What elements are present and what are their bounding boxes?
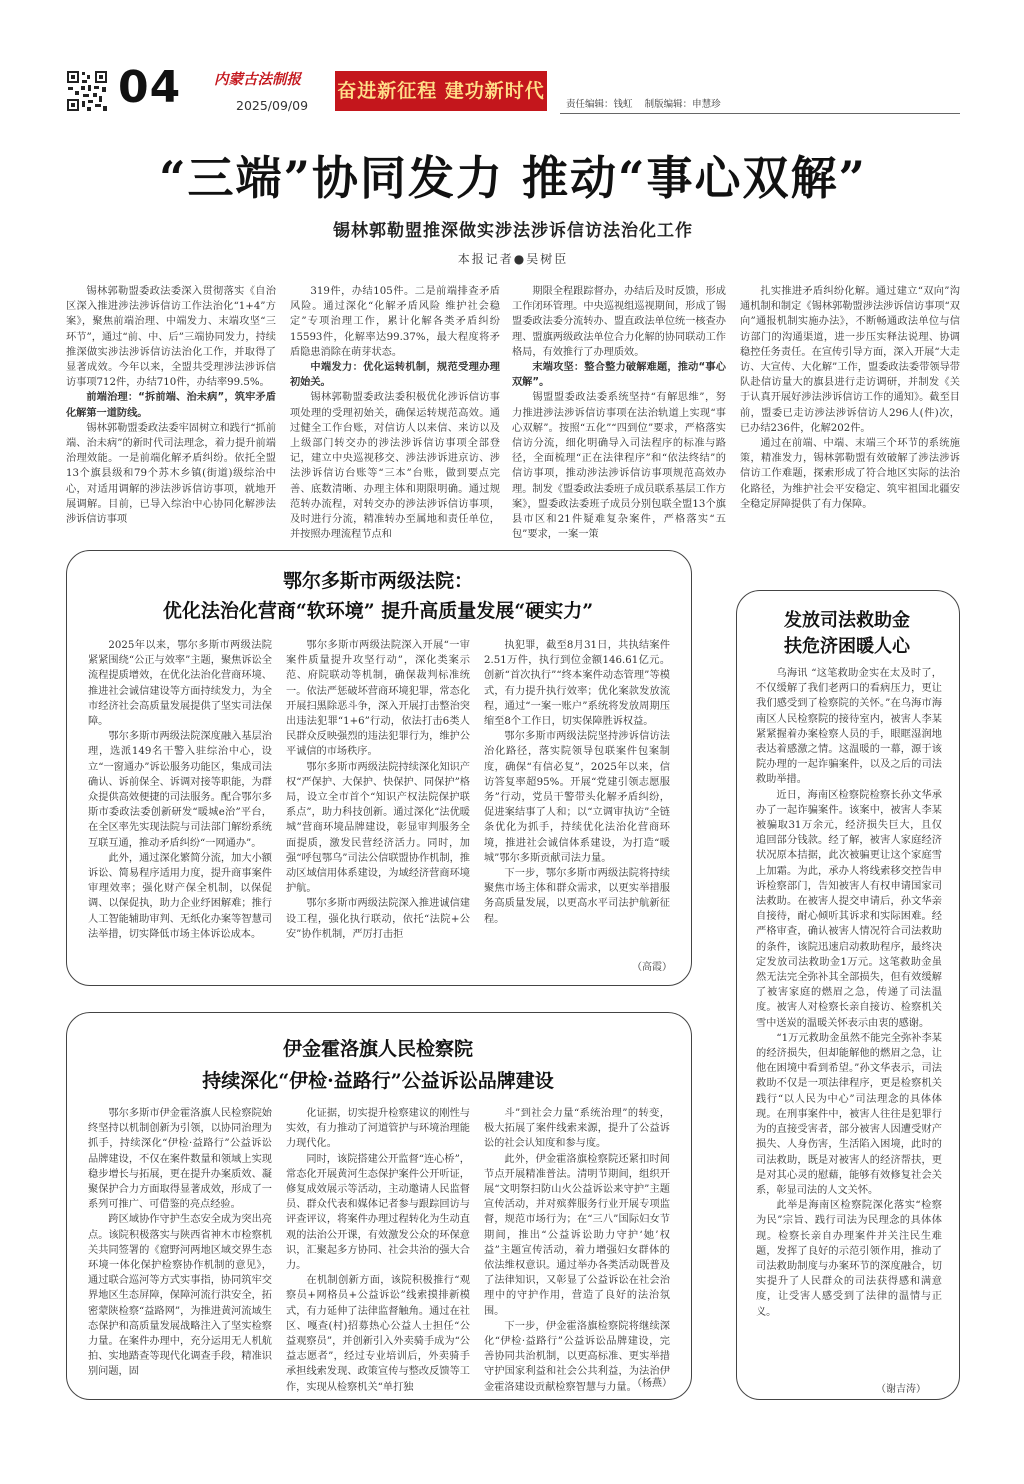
wuhai-column (756, 666, 942, 1376)
paragraph: 此外，通过深化繁简分流，加大小额诉讼、简易程序适用力度，提升商事案件审理效率；强化财产保全机制，以保促调、以保促执，助力企业纾困解难；推行人工智能辅助审判、无纸化办案等智慧司法举措，切实降低市场主体诉讼成本。 (88, 852, 272, 940)
paragraph: 锡林郭勒盟委政法委深入贯彻落实《自治区深入推进涉法涉诉信访工作法治化“1+4”方案》，聚焦前端治理、中端发力、末端攻坚“三环节”，通过“前、中、后”三端协同发力，持续推深做实涉法涉诉信访法治化工作，并取得了显著成效。今年以来，全盟共受理涉法涉诉信访事项712件，办结710件，办结率99.5%。 (66, 286, 276, 389)
editors-line: 责任编辑：钱虹 制版编辑：申慧珍 (566, 99, 721, 110)
paragraph: 末端攻坚：整合整力破解难题，推动“事心双解”。 (512, 362, 726, 389)
paragraph: “1万元救助金虽然不能完全弥补李某的经济损失，但却能解他的燃眉之急，让他在困境中看到希望。”孙文华表示，司法救助不仅是一项法律程序，更是检察机关践行“以人民为中心”司法理念的具体体现。在刑事案件中，被害人往往是犯罪行为的直接受害者，部分被害人因遭受财产损失、人身伤害，生活陷入困境，此时的司法救助，既是对被害人的经济帮扶，更是对其心灵的慰藉，能够有效修复社会关系，彰显司法的人文关怀。 (756, 1032, 942, 1196)
paragraph: 跨区域协作守护生态安全成为突出亮点。该院积极落实与陕西省神木市检察机关共同签署的《窟野河两地区域交界生态环境一体化保护检察协作机制的意见》，通过联合巡河等方式实事指，协同筑牢交界地区生态屏障，保障河流行洪安全，拓密蒙陕检察“益路网”，为推进黄河流域生态保护和高质量发展战略注入了坚实检察力量。在案件办理中，充分运用无人机航拍、实地踏查等现代化调查手段，精准识别问题，固 (88, 1214, 272, 1378)
paragraph: 中端发力：优化运转机制，规范受理办理初始关。 (290, 362, 500, 389)
paragraph: 2025年以来，鄂尔多斯市两级法院紧紧围绕“公正与效率”主题，聚焦诉讼全流程提质增效，在优化法治化营商环境、推进社会诚信建设等方面持续发力，为全市经济社会高质量发展提供了坚实司法保障。 (88, 640, 272, 728)
paragraph: 扎实推进矛盾纠纷化解。通过建立“双向”沟通机制和制定《锡林郭勒盟涉法涉诉信访事项“双向”通报机制实施办法》，不断畅通政法单位与信访部门的沟通渠道，进一步压实释法说理、协调稳控任务责任。在宣传引导方面，深入开展“大走访、大宣传、大化解”工作，盟委政法委带领导带队赴信访量大的旗县进行走访调研，并制发《关于认真开展好涉法涉诉信访工作的通知》。截至目前，盟委已走访涉法涉诉信访人296人(件)次，已办结236件，化解202件。 (740, 286, 960, 434)
lead-subheadline: 锡林郭勒盟推深做实涉法涉诉信访法治化工作 (333, 221, 693, 241)
wuhai-title-line2: 扶危济困暖人心 (784, 636, 910, 657)
ejin-title-line2: 持续深化“伊检·益路行”公益诉讼品牌建设 (202, 1070, 554, 1092)
paragraph: 鄂尔多斯市两级法院深入开展“一审案件质量提升攻坚行动”，深化类案示范、府院联动等机制，确保裁判标准统一。依法严惩破坏营商环境犯罪，常态化开展扫黑除恶斗争，深入开展打击整治突出违法犯罪“1+6”行动，依法打击6类人民群众反映强烈的违法犯罪行为，维护公平诚信的市场秩序。 (286, 640, 470, 758)
lead-column-3 (512, 284, 726, 541)
masthead-rule (560, 113, 960, 114)
paragraph: 鄂尔多斯市伊金霍洛旗人民检察院始终坚持以机制创新为引领，以协同治理为抓手，持续深化“伊检·益路行”公益诉讼品牌建设，不仅在案件数量和领域上实现稳步增长与拓展，更在提升办案质效、凝聚保护合力方面取得显著成效，形成了一系列可推广、可借鉴的亮点经验。 (88, 1108, 272, 1211)
paragraph: 下一步，鄂尔多斯市两级法院将持续聚焦市场主体和群众需求，以更实举措服务高质量发展，以更高水平司法护航新征程。 (484, 868, 670, 925)
paragraph: 鄂尔多斯市两级法院坚持涉诉信访法治化路径，落实院领导包联案件包案制度，确保“有信必复”，2025年以来，信访答复率超95%。开展“党建引领志愿服务”行动，党员干警带头化解矛盾纠纷，促进案结事了人和；以“立调审执访”全链条优化为抓手，持续优化法治化营商环境，推进社会诚信体系建设，为打造“暖城”鄂尔多斯贡献司法力量。 (484, 731, 670, 864)
ejin-title-line1: 伊金霍洛旗人民检察院 (282, 1038, 473, 1060)
paragraph: 斗”到社会力量“系统治理”的转变，极大拓展了案件线索来源，提升了公益诉讼的社会认知度和参与度。 (484, 1108, 670, 1150)
ordos-title-line2: 优化法治化营商“软环境” 提升高质量发展“硬实力” (162, 600, 594, 622)
paper-name: 内蒙古法制报 (214, 71, 301, 88)
paragraph: 锡林郭勒盟委政法委积极优化涉诉信访事项处理的受理初始关，确保运转规范高效。通过健全工作台账，对信访人以来信、来访以及上级部门转交办的涉法涉诉信访事项全部登记，建立中央巡视移交、涉法涉诉进京访、涉法涉诉信访台账等“三本”台账，做到要点完善、底数清晰、办理主体和期限明确。通过规范转办流程，对转交办的涉法涉诉信访事项，及时进行分流，精准转办至属地和责任单位，并按照办理流程节点和 (290, 392, 500, 541)
paragraph: 近日，海南区检察院检察长孙文华承办了一起诈骗案件。该案中，被害人李某被骗取31万余元，经济损失巨大，且仅追回部分钱款。经了解，被害人家庭经济状况原本拮据，此次被骗更让这个家庭雪上加霜。为此，承办人将线索移交控告申诉检察部门，告知被害人有权申请国家司法救助。在被害人提交申请后，孙文华亲自接待，耐心倾听其诉求和实际困难。经严格审查，确认被害人情况符合司法救助的条件，该院迅速启动救助程序，最终决定发放司法救助金1万元。这笔救助金虽然无法完全弥补其全部损失，但有效缓解了被害家庭的燃眉之急，传递了司法温度。被害人对检察长亲自接访、检察机关雪中送炭的温暖关怀表示由衷的感谢。 (756, 789, 942, 1029)
paragraph: 期限全程跟踪督办，办结后及时反馈，形成工作闭环管理。中央巡视组巡视期间，形成了锡盟委政法委分流转办、盟直政法单位统一核查办理、盟旗两级政法单位合力化解的协同联动工作格局，有效推行了办理质效。 (512, 286, 726, 358)
paragraph: 执犯罪，截至8月31日，共执结案件2.51万件，执行到位金额146.61亿元。创新“首次执行”“终本案件动态管理”等模式，有力提升执行效率；优化案款发放流程，通过“一案一账户”系统将发放周期压缩至8个工作日，切实保障胜诉权益。 (484, 640, 670, 728)
lead-byline: 本报记者●吴树臣 (457, 252, 569, 266)
lead-headline: “三端”协同发力 推动“事心双解” (159, 151, 867, 205)
paragraph: 鄂尔多斯市两级法院深度融入基层治理，选派149名干警入驻综治中心，设立“一窗通办”诉讼服务功能区，集成司法确认、诉前保全、诉调对接等职能，为群众提供高效便捷的司法服务。配合鄂尔多斯市委政法委创新研发“暖城e治”平台，在全区率先实现法院与司法部门解纷系统互联互通，推动矛盾纠纷“一网通办”。 (88, 731, 272, 849)
paragraph: 在机制创新方面，该院积极推行“观察员+网格员+公益诉讼”线索摸排新模式，有力延伸了法律监督触角。通过在社区、嘎查(村)招募热心公益人士担任“公益观察员”，并创新引入外卖骑手成为“公益志愿者”，经过专业培训后，外卖骑手承担线索发现、政策宣传与整改反馈等工作，实现从检察机关“单打独 (286, 1275, 470, 1393)
paragraph: 同时，该院搭建公开监督“连心桥”，常态化开展黄河生态保护案件公开听证，修复成效展示等活动，主动邀请人民监督员、群众代表和媒体记者参与跟踪回访与评查评议，将案件办理过程转化为生动直观的法治公开课，有效激发公众的环保意识，汇聚起多方协同、社会共治的强大合力。 (286, 1153, 470, 1272)
paragraph: 鄂尔多斯市两级法院持续深化知识产权“严保护、大保护、快保护、同保护”格局，设立全市首个“知识产权法院保护联系点”，助力科技创新。通过深化“法优暖城”营商环境品牌建设，彰显审判服务全面提质，激发民营经济活力。同时，加强“呼包鄂乌”司法公信联盟协作机制，推动区域信用体系建设，为域经济营商环境护航。 (286, 761, 470, 895)
paragraph: 前端治理：“拆前端、治未病”，筑牢矛盾化解第一道防线。 (66, 392, 276, 419)
ejin-column-2 (286, 1106, 470, 1393)
paragraph: 319件，办结105件。二是前端排查矛盾风险。通过深化“化解矛盾风险 维护社会稳定”专项治理工作，累计化解各类矛盾纠纷15593件，化解率达99.37%，最大程度将矛盾隐患消除在萌芽状态。 (290, 286, 500, 358)
ordos-column-3 (484, 638, 670, 954)
ejin-signature: （杨燕） (632, 1378, 672, 1389)
lead-column-4 (740, 284, 960, 536)
ordos-column-2 (286, 638, 470, 972)
qr-code-icon (66, 70, 108, 112)
paragraph: 此举是海南区检察院深化落实“检察为民”宗旨、践行司法为民理念的具体体现。检察长亲自办理案件并关注民生难题，发挥了良好的示范引领作用，推动了司法救助制度与办案环节的深度融合，切实提升了人民群众的司法获得感和满意度，让受害人感受到了法律的温情与正义。 (756, 1200, 942, 1318)
ordos-title-line1: 鄂尔多斯市两级法院： (282, 570, 473, 592)
issue-date: 2025/09/09 (236, 98, 309, 113)
lead-column-1 (66, 284, 276, 536)
paragraph: 化证据，切实提升检察建议的刚性与实效，有力推动了河道管护与环境治理能力现代化。 (286, 1108, 470, 1150)
paragraph: 锡林郭勒盟委政法委牢固树立和践行“抓前端、治未病”的新时代司法理念，着力提升前端治理效能。一是前端化解矛盾纠纷。依托全盟13个旗县级和79个苏木乡镇(街道)级综治中心，对适用调解的涉法涉诉信访事项，就地开展调解。目前，已导入综治中心协同化解涉法涉诉信访事项 (66, 422, 276, 526)
slogan-banner: 奋进新征程 建功新时代 (335, 71, 547, 111)
ordos-column-1 (88, 638, 272, 972)
paragraph: 锡盟盟委政法委系统坚持“有解思维”，努力推进涉法涉诉信访事项在法治轨道上实现“事心双解”。按照“五化”“四到位”要求，严格落实信访分流，细化明确导入司法程序的标准与路径，全面梳理“正在法律程序”和“依法终结”的信访事项，推动涉法涉诉信访事项规范高效办理。制发《盟委政法委班子成员联系基层工作方案》，盟委政法委班子成员分别包联全盟13个旗县市区和21件疑难复杂案件，严格落实“五包”要求，一案一策 (512, 392, 726, 541)
paragraph: 下一步，伊金霍洛旗检察院将继续深化“伊检·益路行”公益诉讼品牌建设，完善协同共治机制，以更高标准、更实举措守护国家利益和社会公共利益，为法治伊金霍洛建设贡献检察智慧与力量。 (484, 1320, 670, 1393)
wuhai-title-line1: 发放司法救助金 (784, 610, 910, 631)
page-number: 04 (118, 62, 182, 113)
lead-column-2 (290, 284, 500, 541)
paragraph: 鄂尔多斯市两级法院深入推进诚信建设工程，强化执行联动，依托“法院+公安”协作机制，严厉打击拒 (286, 898, 470, 940)
ejin-column-1 (88, 1106, 272, 1388)
paragraph: 通过在前端、中端、末端三个环节的系统施策，精准发力，锡林郭勒盟有效破解了涉法涉诉信访工作难题，探索形成了符合地区实际的法治化路径，为维护社会平安稳定、筑牢祖国北疆安全稳定屏障提供了有力保障。 (740, 438, 960, 510)
ordos-signature: （高霞） (632, 962, 672, 973)
qr-code (66, 70, 108, 112)
paragraph: 此外，伊金霍洛旗检察院还紧扣时间节点开展精准普法。清明节期间，组织开展“文明祭扫防山火公益诉讼来守护”主题宣传活动，并对殡葬服务行业开展专项监督，规范市场行为；在“三八”国际妇女节期间，推出“公益诉讼助力守护‘她’权益”主题宣传活动，着力增强妇女群体的依法维权意识。通过举办各类活动既普及了法律知识，又彰显了公益诉讼在社会治理中的守护作用，营造了良好的法治氛围。 (484, 1153, 670, 1317)
wuhai-signature: （谢吉涛） (876, 1384, 926, 1395)
paragraph: 乌海讯 “这笔救助金实在太及时了，不仅缓解了我们老两口的看病压力，更让我们感受到了检察院的关怀。”在乌海市海南区人民检察院的接待室内，被害人李某紧紧握着办案检察人员的手，眼眶湿润地表达着感激之情。这温暖的一幕，源于该院办理的一起诈骗案件，以及之后的司法救助举措。 (756, 668, 942, 786)
